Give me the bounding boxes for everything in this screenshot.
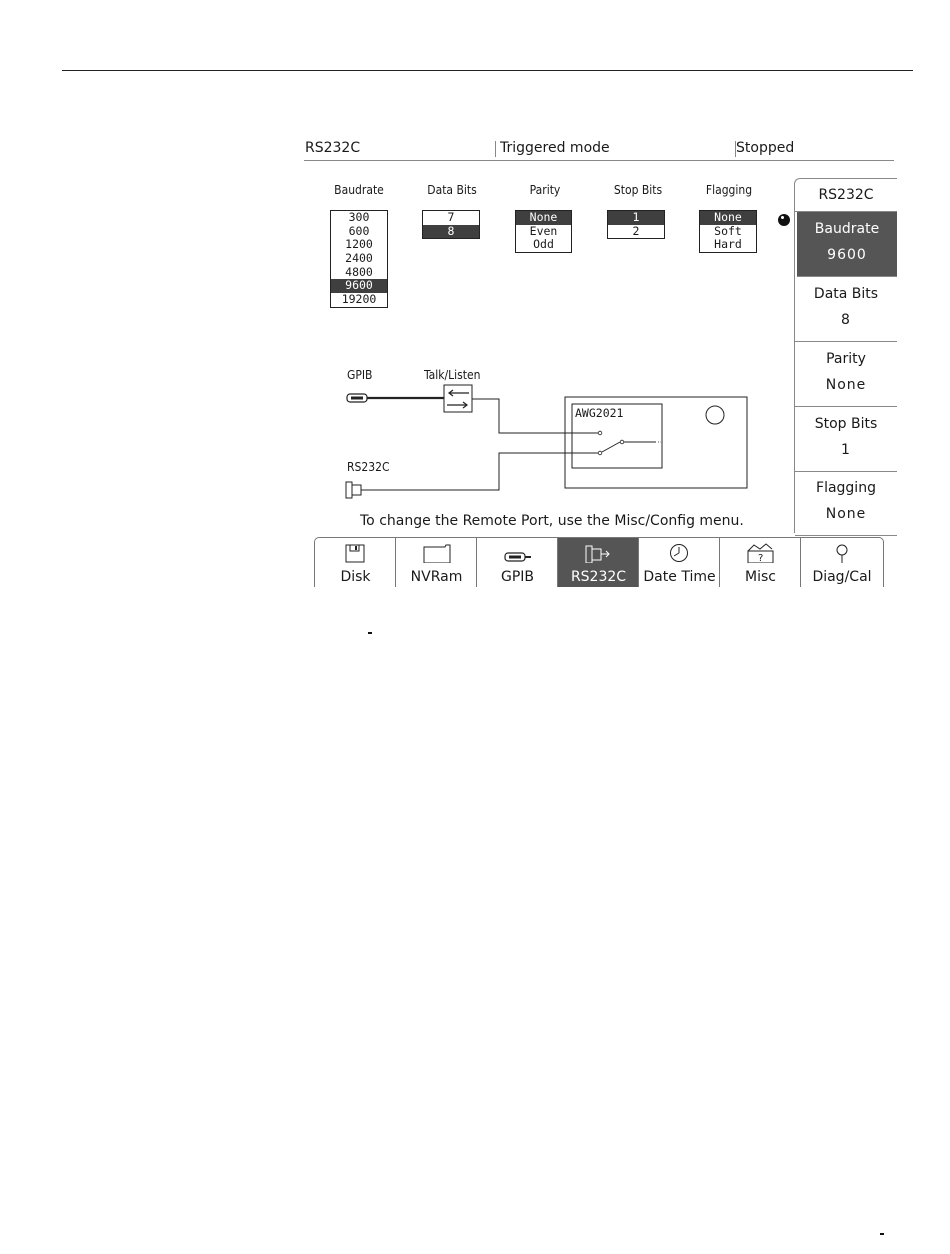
option-item[interactable]: Odd — [533, 237, 554, 252]
tab-nvram[interactable] — [395, 537, 477, 587]
floppy-disk-icon — [315, 543, 396, 563]
side-button-value: 1 — [841, 442, 851, 458]
tab-label: Date Time — [643, 569, 716, 585]
gpib-label: GPIB — [347, 368, 373, 382]
folder-icon — [396, 543, 477, 563]
page-mark — [368, 632, 372, 634]
gpib-connector-icon — [347, 394, 367, 402]
tab-label: GPIB — [500, 569, 535, 585]
option-item[interactable]: 2400 — [345, 251, 373, 266]
svg-text:?: ? — [758, 553, 764, 563]
option-item[interactable]: 300 — [348, 210, 370, 224]
status-mode: Triggered mode — [500, 140, 610, 156]
status-port: RS232C — [305, 140, 361, 156]
side-button-label: Parity — [826, 351, 866, 367]
instrument-label: AWG2021 — [575, 406, 624, 420]
probe-icon — [801, 543, 883, 563]
baudrate-header: Baudrate — [334, 183, 384, 197]
side-button-value: 8 — [841, 312, 851, 328]
side-button-label: Baudrate — [814, 221, 880, 237]
side-button-value: 9600 — [827, 247, 867, 263]
tab-rs232c[interactable] — [557, 537, 639, 587]
remote-port-note: To change the Remote Port, use the Misc/Config menu. — [360, 513, 744, 529]
side-button-value: None — [825, 506, 867, 522]
clock-icon — [639, 543, 720, 563]
option-item[interactable]: 8 — [423, 225, 479, 239]
rs232c-label: RS232C — [347, 460, 390, 474]
flagging-header: Flagging — [705, 183, 753, 197]
option-item[interactable]: 9600 — [331, 279, 387, 293]
talk-listen-label: Talk/Listen — [424, 368, 481, 382]
data-bits-header: Data Bits — [427, 183, 477, 197]
side-button-data-bits[interactable] — [795, 277, 897, 342]
status-state: Stopped — [736, 140, 795, 156]
option-item[interactable]: 19200 — [341, 292, 377, 307]
side-button-label: Flagging — [816, 480, 876, 496]
option-item[interactable]: None — [516, 211, 571, 225]
side-button-stop-bits[interactable] — [795, 407, 897, 472]
option-item[interactable]: 1200 — [345, 237, 373, 252]
talk-listen-icon — [444, 385, 472, 412]
side-button-label: Stop Bits — [814, 416, 878, 432]
side-button-label: Data Bits — [813, 286, 879, 302]
side-button-value: None — [825, 377, 867, 393]
port-diagram — [304, 134, 784, 534]
bottom-menu — [314, 537, 884, 586]
tab-label: NVRam — [410, 569, 463, 585]
gpib-connector-icon — [477, 543, 558, 563]
tab-diag-cal[interactable] — [800, 537, 884, 587]
option-item[interactable]: None — [700, 211, 756, 225]
stop-bits-header: Stop Bits — [613, 183, 663, 197]
tab-label: RS232C — [570, 569, 627, 585]
option-item[interactable]: 600 — [348, 223, 370, 238]
tab-label: Diag/Cal — [812, 569, 872, 585]
page-header-rule — [62, 70, 913, 71]
instrument-screen — [304, 134, 896, 586]
tab-disk[interactable] — [314, 537, 396, 587]
option-item[interactable]: Soft — [714, 223, 742, 238]
option-item[interactable]: Even — [529, 223, 558, 238]
option-item[interactable]: 2 — [632, 223, 640, 238]
tab-date-time[interactable] — [638, 537, 720, 587]
option-item[interactable]: Hard — [714, 237, 742, 252]
option-item[interactable]: 7 — [447, 210, 455, 224]
option-item[interactable]: 1 — [608, 211, 664, 225]
tab-label: Disk — [340, 569, 371, 585]
rs232c-connector-icon — [558, 543, 639, 563]
side-button-parity[interactable] — [795, 342, 897, 407]
side-button-baudrate[interactable] — [797, 212, 897, 277]
instrument-knob — [706, 406, 724, 424]
tab-gpib[interactable] — [476, 537, 558, 587]
tab-label: Misc — [745, 569, 776, 585]
page-mark — [880, 1233, 884, 1235]
option-item[interactable]: 4800 — [345, 264, 373, 279]
tab-misc[interactable] — [719, 537, 801, 587]
rs232c-connector-icon — [346, 482, 365, 498]
side-button-flagging[interactable] — [795, 471, 897, 536]
side-menu — [794, 178, 897, 533]
parity-header: Parity — [529, 183, 561, 197]
misc-box-icon — [720, 543, 801, 563]
side-menu-title: RS232C — [795, 179, 897, 212]
